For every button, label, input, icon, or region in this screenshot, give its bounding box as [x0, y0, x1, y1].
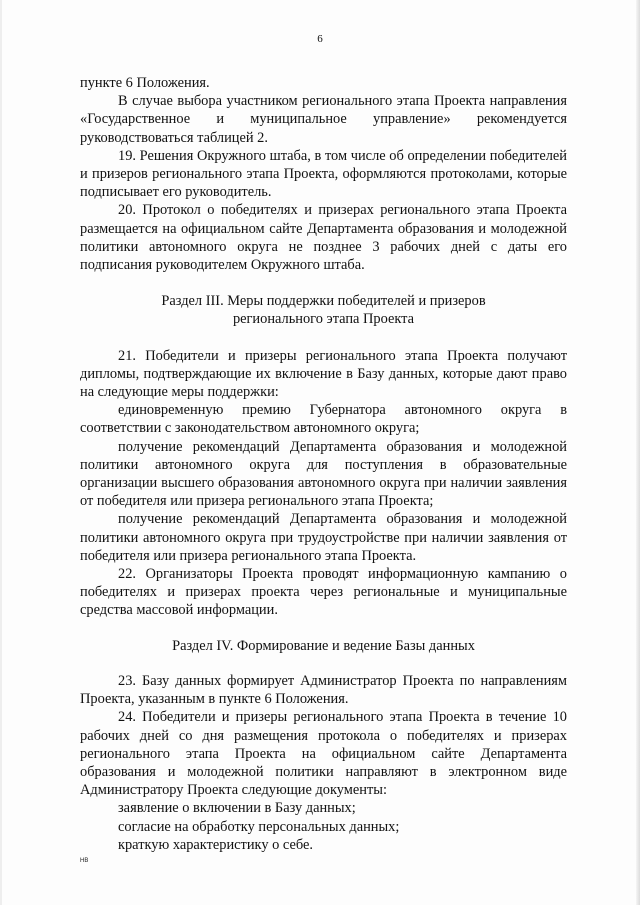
- spacer: [80, 620, 567, 637]
- paragraph-24: 24. Победители и призеры регионального этапа Проекта в течение 10 рабочих дней со дня размещения протокола о победителях и призерах регионального этапа Проекта на официальном сайте Департамента образования и молодежной политики направляют в электронном виде Администратору Проекта следующие документы:: [80, 709, 567, 799]
- list-item-university-recommendation: получение рекомендаций Департамента образования и молодежной политики автономного округа для поступления в образовательные организации высшего образования автономного округа при наличии заявления от победителя или призера регионального этапа Проекта;: [80, 438, 567, 510]
- paragraph-20: 20. Протокол о победителях и призерах регионального этапа Проекта размещается на официальном сайте Департамента образования и молодежной политики автономного округа не позднее 3 рабочих дней с даты его подписания руководителем Окружного штаба.: [80, 202, 567, 274]
- paragraph-direction-choice: В случае выбора участником регионального этапа Проекта направления «Государственное и муниципальное управление» рекомендуется руководствоваться таблицей 2.: [80, 93, 567, 146]
- paragraph-21: 21. Победители и призеры регионального этапа Проекта получают дипломы, подтверждающие их включение в Базу данных, которые дают право на следующие меры поддержки:: [80, 347, 567, 401]
- section-3-heading-line-1: Раздел III. Меры поддержки победителей и призеров: [161, 293, 486, 310]
- paragraph-19: 19. Решения Окружного штаба, в том числе об определении победителей и призеров регионального этапа Проекта, оформляются протоколами, которые подписывает его руководитель.: [80, 147, 567, 201]
- section-4-heading: Раздел IV. Формирование и ведение Базы данных: [172, 637, 475, 654]
- page-number: 6: [317, 33, 323, 45]
- spacer: [80, 655, 567, 672]
- list-item-self-description: краткую характеристику о себе.: [118, 836, 313, 853]
- paragraph-22: 22. Организаторы Проекта проводят информационную кампанию о победителях и призерах проекта через региональные и муниципальные средства массовой информации.: [80, 566, 567, 619]
- list-item-employment-recommendation: получение рекомендаций Департамента образования и молодежной политики автономного округа при трудоустройстве при наличии заявления от победителя или призера регионального этапа Проекта.: [80, 511, 567, 564]
- list-item-application: заявление о включении в Базу данных;: [118, 800, 356, 817]
- footer-code: НВ: [80, 858, 89, 864]
- spacer: [80, 329, 567, 347]
- document-body: [80, 74, 567, 854]
- paragraph-continuation: пункте 6 Положения.: [80, 75, 210, 91]
- list-item-personal-data-consent: согласие на обработку персональных данных;: [118, 818, 400, 835]
- paragraph-23: 23. Базу данных формирует Администратор Проекта по направлениям Проекта, указанным в пункте 6 Положения.: [80, 672, 567, 708]
- scan-edge-left: [0, 0, 2, 905]
- spacer: [80, 274, 567, 292]
- scan-edge-right: [636, 0, 640, 905]
- list-item-governor-prize: единовременную премию Губернатора автономного округа в соответствии с законодательством автономного округа;: [80, 402, 567, 437]
- section-3-heading-line-2: регионального этапа Проекта: [232, 311, 415, 328]
